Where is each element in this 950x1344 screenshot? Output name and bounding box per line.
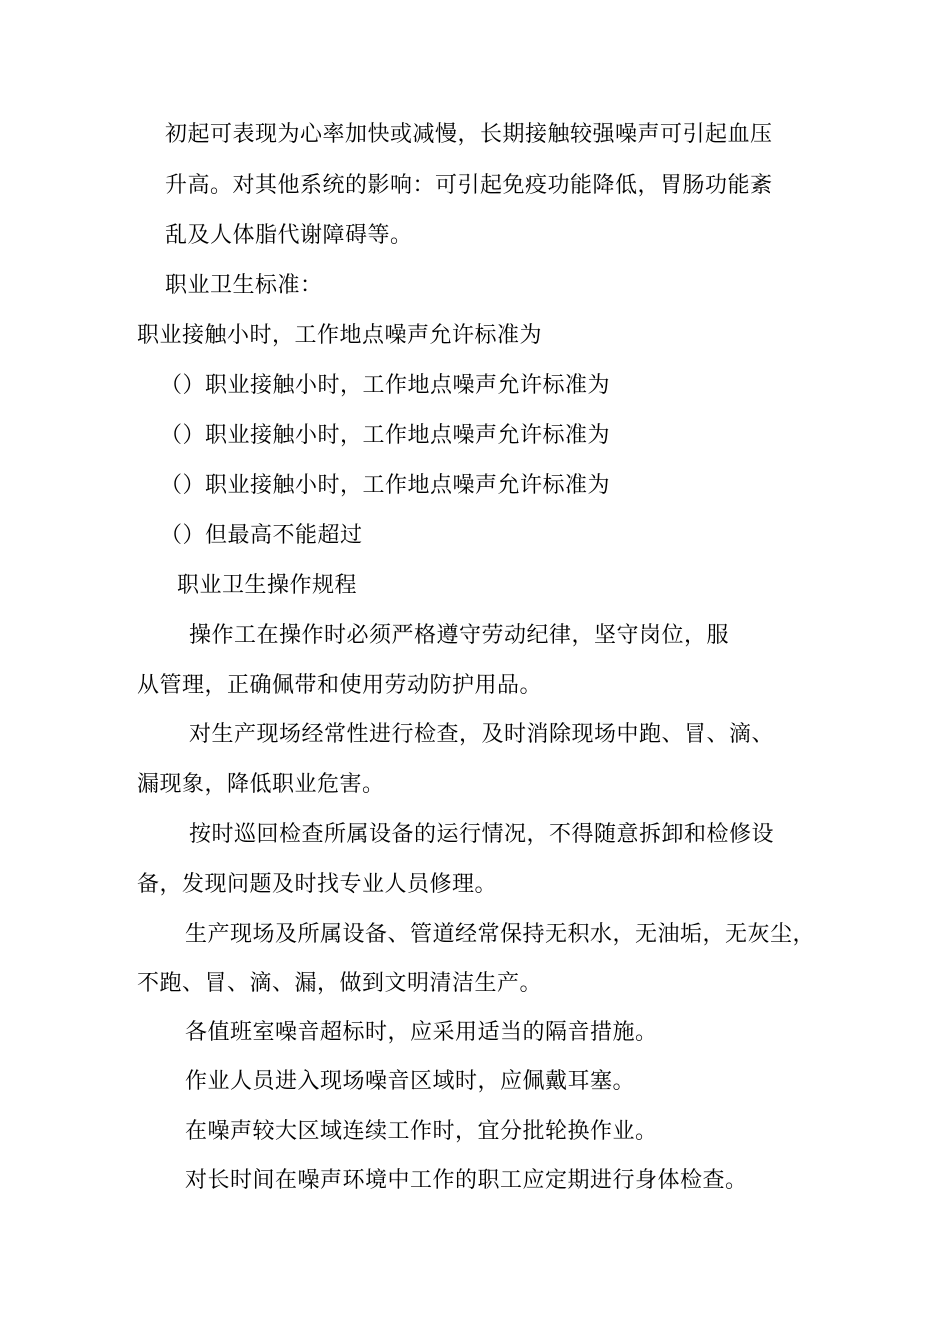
paragraph-line: 漏现象，降低职业危害。 bbox=[137, 772, 385, 797]
paragraph-line: 按时巡回检查所属设备的运行情况，不得随意拆卸和检修设 bbox=[189, 822, 775, 847]
paragraph-line: 初起可表现为心率加快或减慢，长期接触较强噪声可引起血压 bbox=[165, 122, 773, 147]
paragraph-line: 各值班室噪音超标时，应采用适当的隔音措施。 bbox=[185, 1020, 658, 1045]
section-heading-procedures: 职业卫生操作规程 bbox=[177, 573, 358, 598]
standard-item: （）职业接触小时，工作地点噪声允许标准为 bbox=[160, 423, 611, 448]
paragraph-line: 备，发现问题及时找专业人员修理。 bbox=[137, 872, 498, 897]
paragraph-line: 乱及人体脂代谢障碍等。 bbox=[165, 223, 413, 248]
standard-intro: 职业接触小时，工作地点噪声允许标准为 bbox=[137, 323, 543, 348]
paragraph-line: 对生产现场经常性进行检查，及时消除现场中跑、冒、滴、 bbox=[189, 722, 775, 747]
standard-item: （）但最高不能超过 bbox=[160, 523, 363, 548]
section-heading-standards: 职业卫生标准： bbox=[165, 273, 323, 298]
paragraph-line: 操作工在操作时必须严格遵守劳动纪律，坚守岗位，服 bbox=[189, 623, 730, 648]
paragraph-line: 生产现场及所属设备、管道经常保持无积水，无油垢，无灰尘， bbox=[185, 922, 816, 947]
paragraph-line: 升高。对其他系统的影响：可引起免疫功能降低，胃肠功能紊 bbox=[165, 173, 773, 198]
paragraph-line: 在噪声较大区域连续工作时，宜分批轮换作业。 bbox=[185, 1119, 658, 1144]
paragraph-line: 不跑、冒、滴、漏，做到文明清洁生产。 bbox=[137, 971, 543, 996]
paragraph-line: 对长时间在噪声环境中工作的职工应定期进行身体检查。 bbox=[185, 1168, 748, 1193]
paragraph-line: 作业人员进入现场噪音区域时，应佩戴耳塞。 bbox=[185, 1069, 636, 1094]
paragraph-line: 从管理，正确佩带和使用劳动防护用品。 bbox=[137, 673, 543, 698]
standard-item: （）职业接触小时，工作地点噪声允许标准为 bbox=[160, 473, 611, 498]
standard-item: （）职业接触小时，工作地点噪声允许标准为 bbox=[160, 373, 611, 398]
